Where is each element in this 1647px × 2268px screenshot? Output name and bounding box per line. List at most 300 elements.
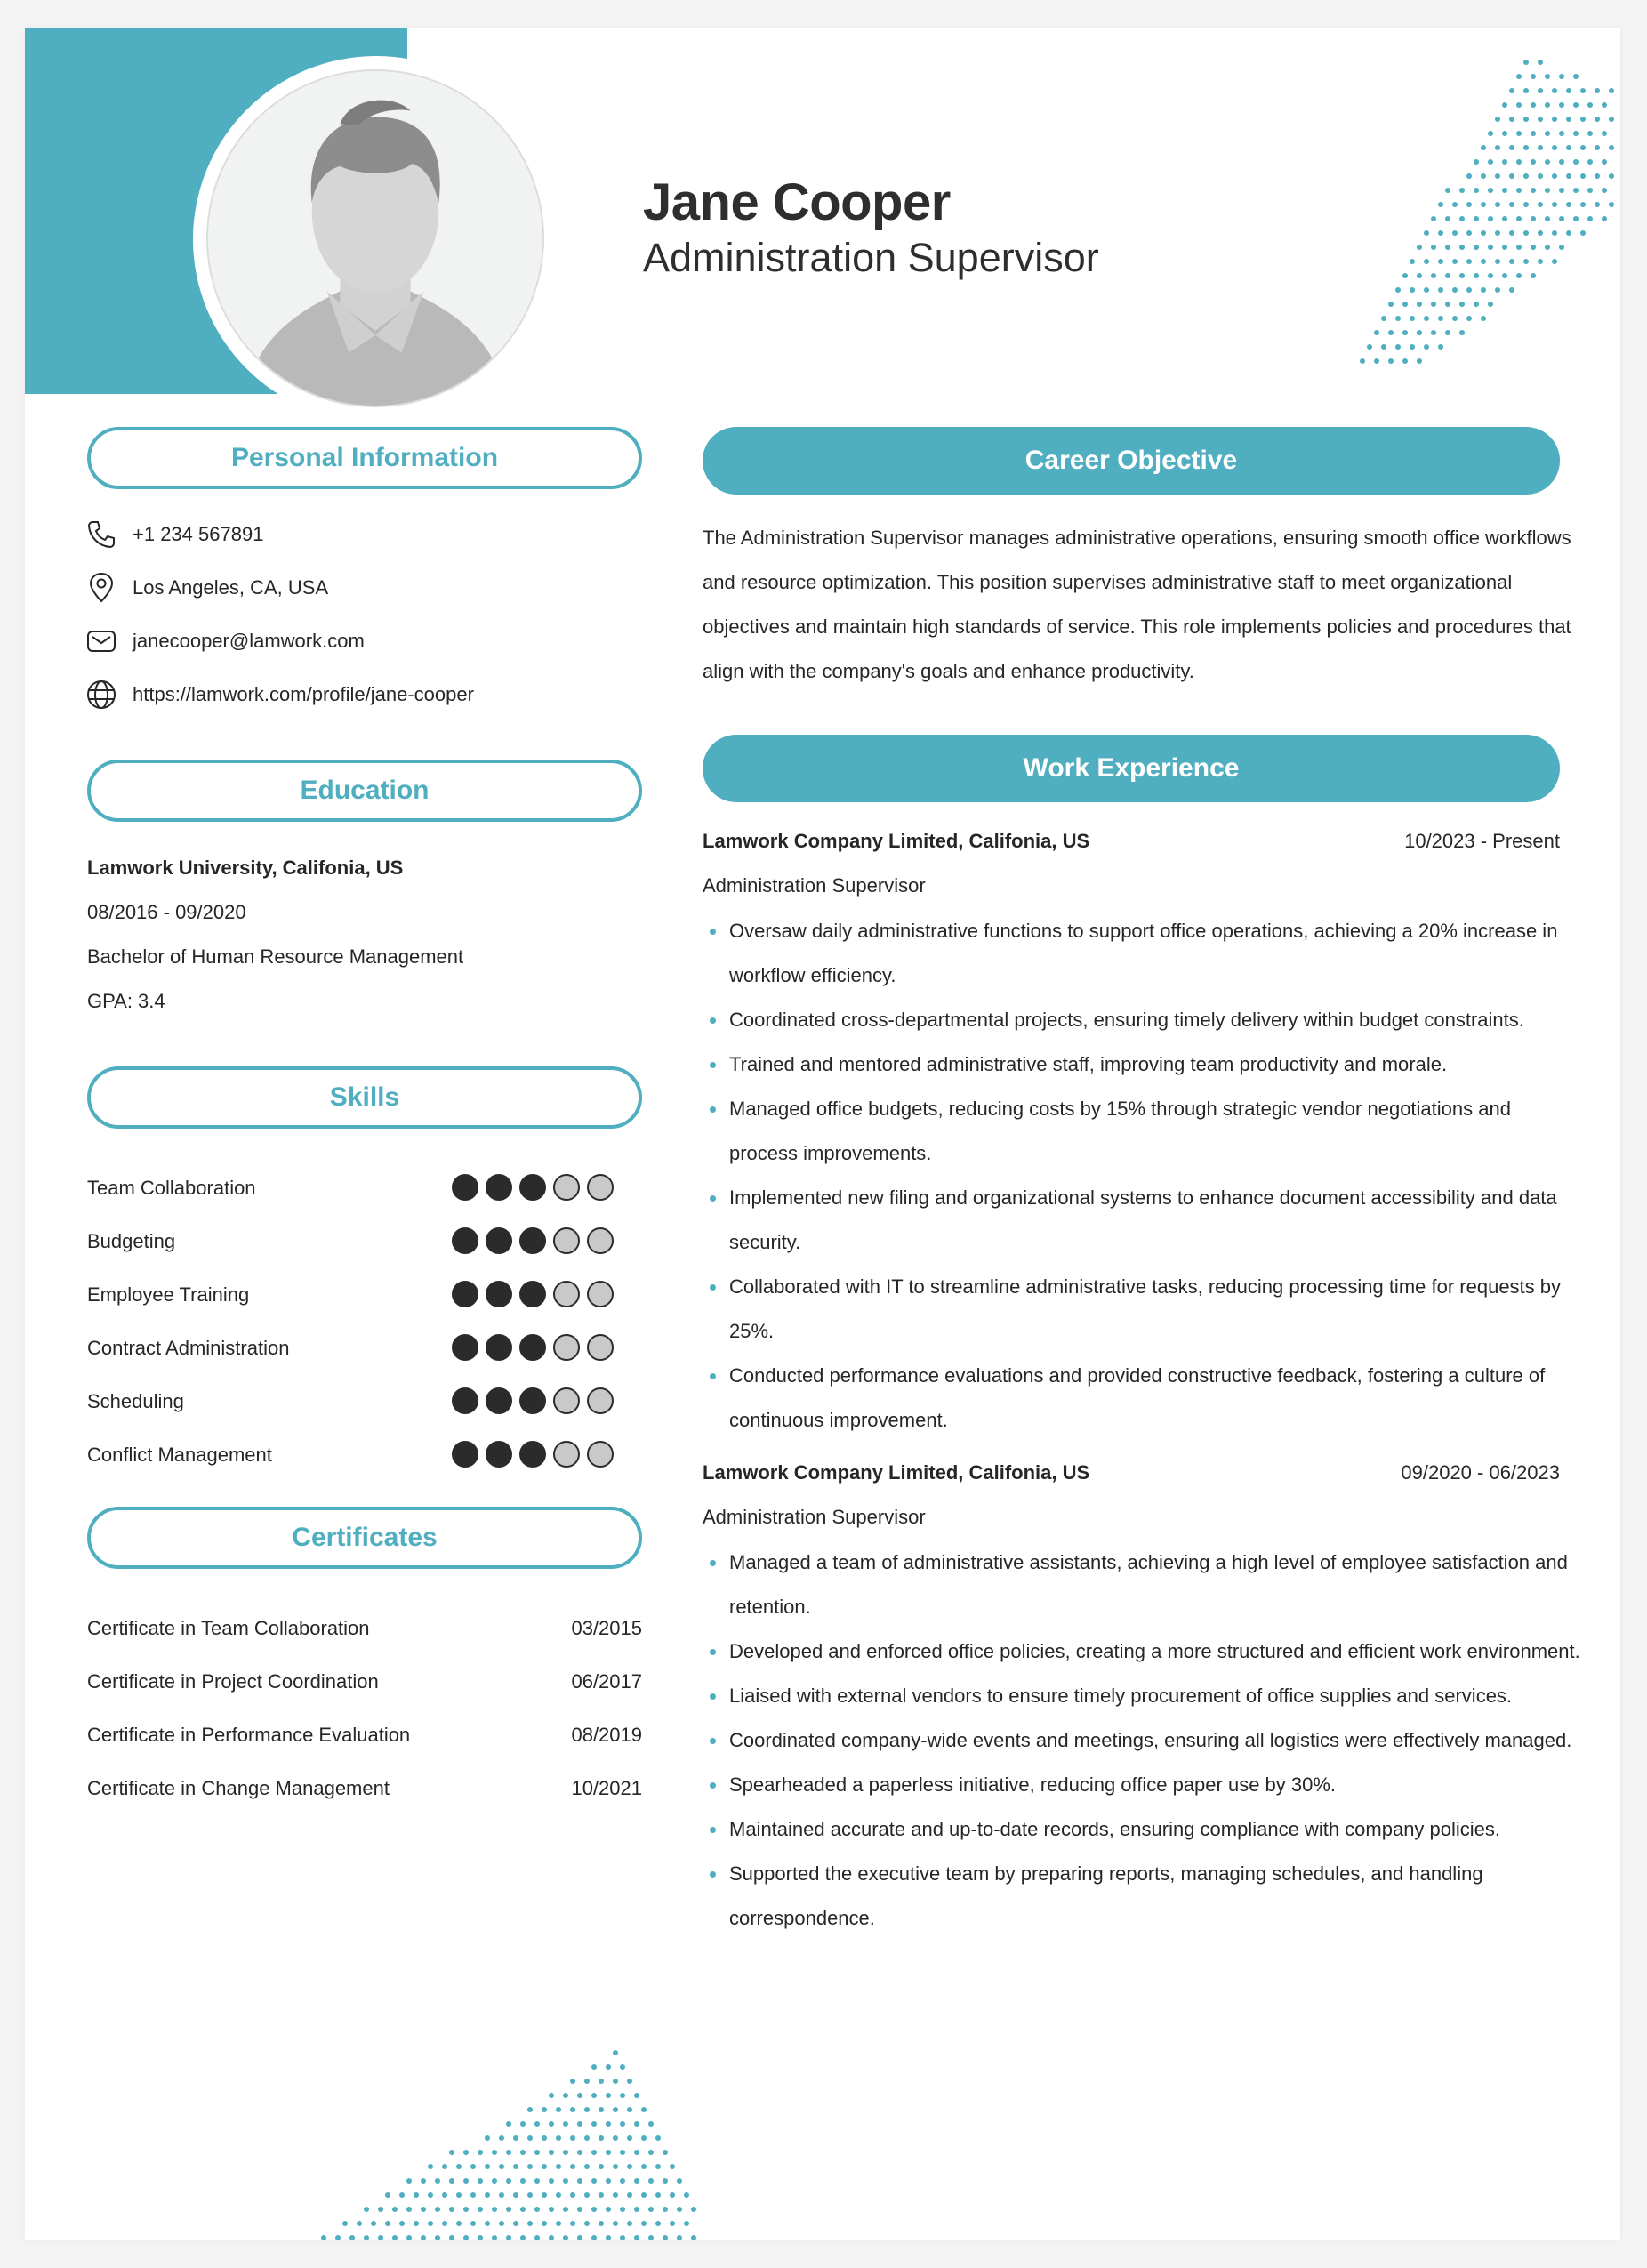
decorative-dot: [478, 2235, 483, 2240]
decorative-dot: [449, 2150, 454, 2155]
decorative-dot: [620, 2207, 625, 2212]
decorative-dot: [1431, 216, 1436, 221]
decorative-dot: [1488, 302, 1493, 307]
decorative-dot: [421, 2235, 426, 2240]
decorative-dot: [428, 2192, 433, 2198]
decorative-dot: [1488, 245, 1493, 250]
decorative-dot: [556, 2192, 561, 2198]
decorative-dot: [1424, 316, 1429, 321]
decorative-dot: [1531, 159, 1536, 165]
resume-page: [25, 28, 1620, 2240]
decorative-dot: [1438, 259, 1443, 264]
decorative-dot: [1516, 102, 1522, 108]
decorative-dot: [1595, 202, 1600, 207]
decorative-dot: [584, 2107, 590, 2112]
decorative-dot: [1516, 188, 1522, 193]
decorative-dot: [506, 2121, 511, 2127]
decorative-dot: [1559, 159, 1564, 165]
decorative-dot: [641, 2164, 647, 2169]
decorative-dot: [1587, 131, 1593, 136]
decorative-dot: [321, 2235, 326, 2240]
decorative-dot: [1580, 202, 1586, 207]
decorative-dot: [506, 2178, 511, 2184]
decorative-dot: [1509, 88, 1514, 93]
decorative-dot: [1545, 216, 1550, 221]
decorative-dot: [599, 2079, 604, 2084]
rating-dot-empty: [553, 1441, 580, 1468]
decorative-dot: [421, 2178, 426, 2184]
decorative-dot: [1445, 330, 1450, 335]
decorative-dot: [684, 2221, 689, 2226]
decorative-dot: [1559, 74, 1564, 79]
decorative-dot: [1566, 117, 1571, 122]
decorative-dot: [634, 2235, 639, 2240]
decorative-dot: [1609, 88, 1614, 93]
decorative-dot: [549, 2235, 554, 2240]
experience-bullet: Trained and mentored administrative staff, improving team productivity and morale.: [703, 1042, 1583, 1087]
decorative-dot: [606, 2207, 611, 2212]
experience-bullet: Managed a team of administrative assistants, achieving a high level of employee satisfaction and retention.: [703, 1540, 1583, 1629]
job-1-role: Administration Supervisor: [703, 874, 926, 897]
decorative-dot: [620, 2064, 625, 2070]
decorative-dot: [648, 2121, 654, 2127]
decorative-dot: [584, 2135, 590, 2141]
rating-dot-empty: [553, 1334, 580, 1361]
decorative-dot: [499, 2135, 504, 2141]
website-text: https://lamwork.com/profile/jane-cooper: [133, 683, 474, 705]
decorative-dot: [1516, 159, 1522, 165]
decorative-dot: [399, 2192, 405, 2198]
certificate-date: 06/2017: [571, 1670, 642, 1693]
decorative-dot: [570, 2107, 575, 2112]
decorative-dot: [1573, 74, 1579, 79]
decorative-dot: [655, 2192, 661, 2198]
decorative-dot: [1488, 159, 1493, 165]
rating-dot-empty: [587, 1441, 614, 1468]
skill-rating: [452, 1174, 614, 1201]
decorative-dot: [1509, 230, 1514, 236]
decorative-dot: [1566, 88, 1571, 93]
decorative-dot: [613, 2221, 618, 2226]
experience-bullet: Coordinated cross-departmental projects, ensuring timely delivery within budget constraints.: [703, 998, 1583, 1042]
decorative-dot: [1531, 188, 1536, 193]
career-objective-text: The Administration Supervisor manages administrative operations, ensuring smooth office workflows and resource optimization. This position supervises administrative staff to meet organizational objectives and maintain high standards of service. This role implements policies and procedures that align with the company's goals and enhance productivity.: [703, 527, 1571, 682]
decorative-dot: [1445, 273, 1450, 278]
phone-text: +1 234 567891: [133, 523, 264, 545]
decorative-dot: [1502, 131, 1507, 136]
rating-dot-filled: [519, 1334, 546, 1361]
decorative-dot: [591, 2178, 597, 2184]
decorative-dot: [1488, 273, 1493, 278]
decorative-dot: [577, 2235, 582, 2240]
decorative-dot: [634, 2150, 639, 2155]
decorative-dot: [1445, 245, 1450, 250]
decorative-dot: [406, 2235, 412, 2240]
decorative-dot: [1566, 145, 1571, 150]
decorative-dot: [1580, 88, 1586, 93]
decorative-dot: [414, 2192, 419, 2198]
decorative-dot: [1573, 159, 1579, 165]
decorative-dot: [1438, 230, 1443, 236]
decorative-dot: [1367, 344, 1372, 350]
decorative-dot: [634, 2207, 639, 2212]
decorative-dot: [1424, 259, 1429, 264]
decorative-dot: [591, 2064, 597, 2070]
experience-bullet: Maintained accurate and up-to-date records, ensuring compliance with company policies.: [703, 1807, 1583, 1852]
decorative-dot: [606, 2178, 611, 2184]
career-objective-heading: Career Objective: [703, 427, 1560, 495]
decorative-dot: [1595, 117, 1600, 122]
decorative-dot: [1459, 216, 1465, 221]
decorative-dot: [648, 2235, 654, 2240]
decorative-dot: [513, 2164, 518, 2169]
decorative-dot: [627, 2079, 632, 2084]
rating-dot-empty: [553, 1281, 580, 1307]
decorative-dot: [1474, 273, 1479, 278]
decorative-dot: [1595, 173, 1600, 179]
decorative-dot: [406, 2178, 412, 2184]
skill-rating: [452, 1227, 614, 1254]
decorative-dot: [1481, 259, 1486, 264]
decorative-dot: [1509, 259, 1514, 264]
decorative-dot: [1531, 273, 1536, 278]
globe-icon: [85, 679, 117, 711]
decorative-dot: [1509, 287, 1514, 293]
decorative-dot: [570, 2221, 575, 2226]
decorative-dot: [1523, 173, 1529, 179]
decorative-dot: [1523, 88, 1529, 93]
decorative-dot: [1545, 245, 1550, 250]
decorative-dot: [1459, 330, 1465, 335]
decorative-dot: [1580, 173, 1586, 179]
skill-rating: [452, 1334, 614, 1361]
decorative-dot: [1516, 273, 1522, 278]
decorative-dot: [1495, 117, 1500, 122]
decorative-dot: [1587, 159, 1593, 165]
decorative-dot: [591, 2207, 597, 2212]
decorative-dot: [606, 2064, 611, 2070]
decorative-dot: [655, 2221, 661, 2226]
decorative-dot: [549, 2121, 554, 2127]
decorative-dot: [691, 2235, 696, 2240]
decorative-dot: [1381, 316, 1386, 321]
decorative-dot: [1502, 273, 1507, 278]
decorative-dot: [1538, 173, 1543, 179]
decorative-dot: [1552, 202, 1557, 207]
decorative-dot: [527, 2221, 533, 2226]
job-2-company: Lamwork Company Limited, Califonia, US: [703, 1461, 1090, 1484]
decorative-dot: [1545, 159, 1550, 165]
decorative-dot: [1488, 216, 1493, 221]
decorative-dot: [392, 2207, 398, 2212]
decorative-dot: [1502, 102, 1507, 108]
skills-heading: Skills: [87, 1066, 642, 1129]
decorative-dot: [1516, 74, 1522, 79]
experience-bullet: Conducted performance evaluations and provided constructive feedback, fostering a culture of continuous improvement.: [703, 1354, 1583, 1443]
decorative-dot: [1595, 88, 1600, 93]
decorative-dot: [556, 2135, 561, 2141]
decorative-dot: [663, 2207, 668, 2212]
decorative-dot: [606, 2235, 611, 2240]
decorative-dot: [570, 2164, 575, 2169]
rating-dot-filled: [452, 1387, 478, 1414]
decorative-dot: [1417, 302, 1422, 307]
decorative-dot: [1602, 188, 1607, 193]
decorative-dot: [1531, 74, 1536, 79]
decorative-dot: [1552, 88, 1557, 93]
experience-bullet: Implemented new filing and organizational systems to enhance document accessibility and data security.: [703, 1176, 1583, 1265]
decorative-dot: [1481, 173, 1486, 179]
decorative-dot: [641, 2107, 647, 2112]
decorative-dot: [1474, 159, 1479, 165]
decorative-dot: [1445, 302, 1450, 307]
decorative-dot: [534, 2150, 540, 2155]
decorative-dot: [663, 2178, 668, 2184]
location-icon: [85, 572, 117, 604]
decorative-dot: [499, 2192, 504, 2198]
decorative-dot: [1466, 287, 1472, 293]
decorative-dot: [549, 2150, 554, 2155]
decorative-dot: [385, 2192, 390, 2198]
decorative-dot: [577, 2150, 582, 2155]
decorative-dot: [1552, 259, 1557, 264]
decorative-dot: [371, 2221, 376, 2226]
decorative-dot: [1587, 102, 1593, 108]
education-gpa: GPA: 3.4: [87, 990, 165, 1012]
decorative-dot: [1573, 188, 1579, 193]
decorative-dot: [577, 2121, 582, 2127]
job-2-bullets: [703, 1540, 1583, 1941]
decorative-dot: [1466, 202, 1472, 207]
candidate-name: Jane Cooper: [643, 173, 951, 231]
certificates-heading: Certificates: [87, 1507, 642, 1569]
decorative-dot: [1516, 245, 1522, 250]
decorative-dot: [414, 2221, 419, 2226]
skill-name: Employee Training: [87, 1283, 250, 1306]
decorative-dot: [1424, 230, 1429, 236]
rating-dot-empty: [587, 1174, 614, 1201]
decorative-dot: [421, 2207, 426, 2212]
decorative-dot: [1602, 216, 1607, 221]
decorative-dot: [1502, 216, 1507, 221]
decorative-dot: [470, 2192, 476, 2198]
decorative-dot: [591, 2093, 597, 2098]
decorative-dot: [1474, 302, 1479, 307]
decorative-dot: [534, 2207, 540, 2212]
decorative-dot: [1523, 145, 1529, 150]
location-text: Los Angeles, CA, USA: [133, 576, 329, 599]
decorative-dot: [527, 2164, 533, 2169]
experience-bullet: Oversaw daily administrative functions to support office operations, achieving a 20% increase in workflow efficiency.: [703, 909, 1583, 998]
decorative-dot: [485, 2164, 490, 2169]
decorative-dot: [1417, 273, 1422, 278]
decorative-dot: [1559, 102, 1564, 108]
decorative-dot: [527, 2192, 533, 2198]
decorative-dot: [677, 2207, 682, 2212]
decorative-dot: [613, 2050, 618, 2055]
decorative-dot: [1459, 245, 1465, 250]
decorative-dot: [392, 2235, 398, 2240]
decorative-dot: [1523, 60, 1529, 65]
decorative-dot: [378, 2235, 383, 2240]
decorative-dot: [655, 2135, 661, 2141]
decorative-dot: [1488, 131, 1493, 136]
decorative-dot: [691, 2207, 696, 2212]
job-2-dates: 09/2020 - 06/2023: [1401, 1461, 1560, 1484]
decorative-dot: [663, 2235, 668, 2240]
decorative-dot: [1481, 202, 1486, 207]
decorative-dot: [442, 2164, 447, 2169]
job-2-role: Administration Supervisor: [703, 1506, 926, 1528]
decorative-dot: [556, 2221, 561, 2226]
decorative-dot: [1452, 230, 1458, 236]
education-heading: Education: [87, 760, 642, 822]
decorative-dot: [499, 2164, 504, 2169]
decorative-dot: [1523, 259, 1529, 264]
decorative-dot: [1410, 259, 1415, 264]
decorative-dot: [492, 2207, 497, 2212]
decorative-dot: [606, 2150, 611, 2155]
decorative-dot: [478, 2178, 483, 2184]
decorative-dot: [456, 2221, 462, 2226]
decorative-dot: [1602, 102, 1607, 108]
decorative-dot: [1445, 188, 1450, 193]
education-school: Lamwork University, Califonia, US: [87, 857, 404, 879]
decorative-dot: [648, 2178, 654, 2184]
decorative-dot: [1431, 302, 1436, 307]
decorative-dot: [570, 2135, 575, 2141]
decorative-dot: [1502, 159, 1507, 165]
rating-dot-filled: [519, 1227, 546, 1254]
decorative-dot: [342, 2221, 348, 2226]
rating-dot-filled: [486, 1441, 512, 1468]
decorative-dot: [1438, 202, 1443, 207]
experience-bullet: Coordinated company-wide events and meetings, ensuring all logistics were effectively managed.: [703, 1718, 1583, 1763]
decorative-dot: [492, 2178, 497, 2184]
decorative-dot: [1459, 273, 1465, 278]
decorative-dot: [584, 2192, 590, 2198]
decorative-dot: [570, 2192, 575, 2198]
decorative-dot: [1580, 230, 1586, 236]
decorative-dot: [534, 2235, 540, 2240]
decorative-dot: [1388, 302, 1394, 307]
decorative-dot: [542, 2135, 547, 2141]
decorative-dot: [1445, 216, 1450, 221]
decorative-dot: [463, 2207, 469, 2212]
decorative-dot: [599, 2107, 604, 2112]
decorative-dot: [1495, 145, 1500, 150]
decorative-dot: [406, 2207, 412, 2212]
decorative-dot: [620, 2121, 625, 2127]
decorative-dot: [520, 2207, 526, 2212]
decorative-dot: [1559, 245, 1564, 250]
decorative-dot: [599, 2221, 604, 2226]
decorative-dot: [1602, 159, 1607, 165]
decorative-dot: [1552, 230, 1557, 236]
rating-dot-filled: [486, 1281, 512, 1307]
decorative-dot: [520, 2150, 526, 2155]
decorative-dot: [478, 2207, 483, 2212]
rating-dot-filled: [452, 1441, 478, 1468]
education-dates: 08/2016 - 09/2020: [87, 901, 246, 923]
decorative-dot: [534, 2178, 540, 2184]
experience-bullet: Supported the executive team by preparing reports, managing schedules, and handling correspondence.: [703, 1852, 1583, 1941]
decorative-dot: [1438, 316, 1443, 321]
decorative-dot: [670, 2221, 675, 2226]
decorative-dot: [620, 2178, 625, 2184]
decorative-dot: [1609, 117, 1614, 122]
decorative-dot: [1474, 245, 1479, 250]
decorative-dot: [520, 2178, 526, 2184]
decorative-dot: [1523, 117, 1529, 122]
decorative-dot: [1495, 202, 1500, 207]
decorative-dot: [1431, 245, 1436, 250]
rating-dot-empty: [587, 1387, 614, 1414]
decorative-dot: [577, 2178, 582, 2184]
work-experience-heading: Work Experience: [703, 735, 1560, 802]
decorative-dot: [435, 2235, 440, 2240]
decorative-dot: [1580, 145, 1586, 150]
decorative-dot: [577, 2207, 582, 2212]
decorative-dot: [1552, 173, 1557, 179]
decorative-dot: [1566, 173, 1571, 179]
decorative-dot: [485, 2135, 490, 2141]
rating-dot-empty: [553, 1387, 580, 1414]
decorative-dot: [1424, 287, 1429, 293]
decorative-dot: [1395, 316, 1401, 321]
decorative-dot: [442, 2221, 447, 2226]
decorative-dot: [1566, 202, 1571, 207]
decorative-dot: [1459, 188, 1465, 193]
decorative-dot: [1452, 316, 1458, 321]
decorative-dot-pattern-bottom: [283, 2047, 727, 2240]
rating-dot-empty: [553, 1227, 580, 1254]
skill-name: Conflict Management: [87, 1444, 272, 1466]
decorative-dot: [634, 2093, 639, 2098]
decorative-dot: [1573, 131, 1579, 136]
rating-dot-empty: [587, 1334, 614, 1361]
decorative-dot: [463, 2178, 469, 2184]
decorative-dot: [648, 2207, 654, 2212]
decorative-dot: [520, 2121, 526, 2127]
decorative-dot: [1609, 202, 1614, 207]
decorative-dot: [1402, 358, 1408, 364]
decorative-dot: [1516, 216, 1522, 221]
profile-photo: [206, 69, 544, 407]
certificate-date: 08/2019: [571, 1724, 642, 1746]
decorative-dot: [1395, 287, 1401, 293]
decorative-dot: [1531, 216, 1536, 221]
decorative-dot: [627, 2135, 632, 2141]
decorative-dot: [456, 2164, 462, 2169]
decorative-dot: [634, 2178, 639, 2184]
education-degree: Bachelor of Human Resource Management: [87, 945, 464, 968]
email-icon: [85, 625, 117, 657]
decorative-dot: [1538, 259, 1543, 264]
decorative-dot: [641, 2135, 647, 2141]
decorative-dot: [549, 2093, 554, 2098]
rating-dot-filled: [452, 1334, 478, 1361]
certificate-date: 10/2021: [571, 1777, 642, 1799]
skill-rating: [452, 1281, 614, 1307]
decorative-dot: [1538, 117, 1543, 122]
decorative-dot: [385, 2221, 390, 2226]
decorative-dot: [620, 2235, 625, 2240]
decorative-dot: [1388, 330, 1394, 335]
decorative-dot: [1573, 216, 1579, 221]
candidate-title: Administration Supervisor: [643, 235, 1099, 280]
decorative-dot: [584, 2164, 590, 2169]
